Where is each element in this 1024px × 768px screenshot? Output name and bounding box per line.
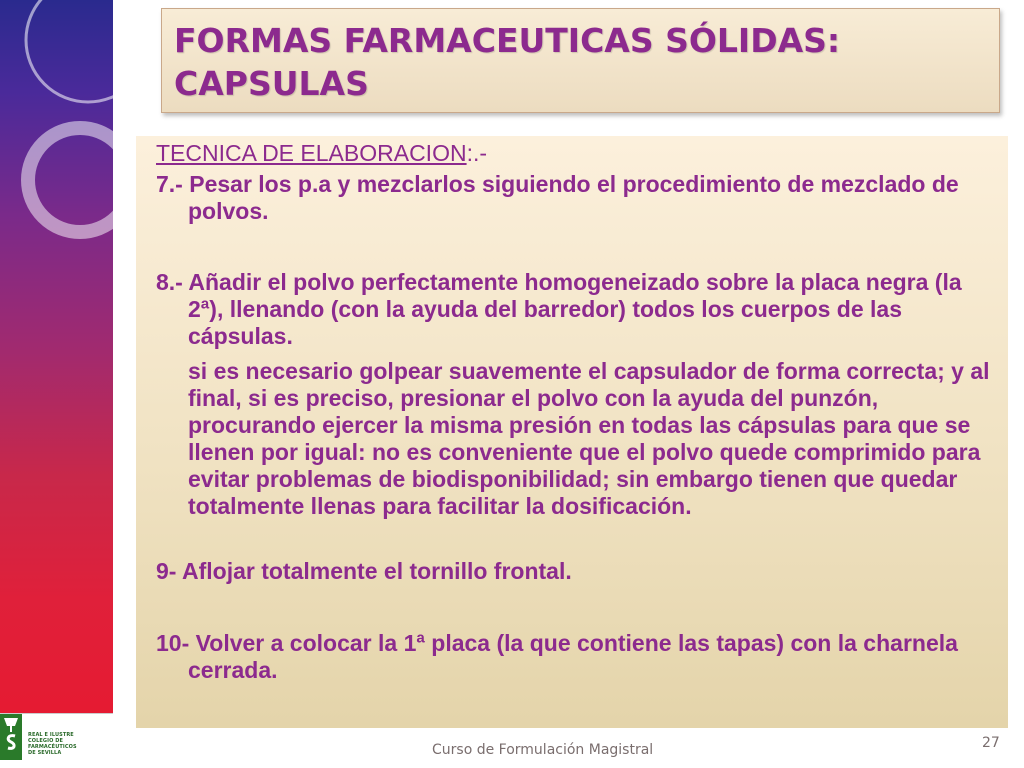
college-logo bbox=[0, 713, 113, 768]
section-heading-suffix: :.- bbox=[466, 140, 488, 166]
step-7: 7.- Pesar los p.a y mezclarlos siguiendo el procedimiento de mezclado de polvos. bbox=[156, 171, 959, 224]
logo-line: DE SEVILLA bbox=[28, 750, 62, 756]
pharmacy-emblem-icon bbox=[0, 714, 22, 760]
page-number: 27 bbox=[982, 735, 1000, 751]
title-line-1: FORMAS FARMACEUTICAS SÓLIDAS: bbox=[174, 21, 841, 60]
step-10: 10- Volver a colocar la 1ª placa (la que contiene las tapas) con la charnela cerrada. bbox=[156, 630, 958, 683]
slide-title-box bbox=[161, 8, 1000, 113]
decorative-sidebar bbox=[0, 0, 113, 768]
title-line-2: CAPSULAS bbox=[174, 64, 369, 103]
step-8: 8.- Añadir el polvo perfectamente homogeneizado sobre la placa negra (la 2ª), llenando (con la ayuda del barredor) todos los cuerpos de las cápsulas. bbox=[156, 269, 962, 349]
step-8-note: si es necesario golpear suavemente el capsulador de forma correcta; y al final, si es preciso, presionar el polvo con la ayuda del punzón, procurando ejercer la misma presión en todas las cápsulas para que se llenen por igual: no es conveniente que el polvo quede comprimido para evitar problemas de biodisponibilidad; sin embargo tienen que quedar totalmente llenas para facilitar la dosificación. bbox=[188, 358, 990, 519]
logo-line: COLEGIO DE FARMACÉUTICOS bbox=[28, 738, 77, 750]
content-panel bbox=[136, 136, 1008, 728]
decorative-circles bbox=[0, 0, 113, 713]
step-9: 9- Aflojar totalmente el tornillo frontal. bbox=[156, 558, 572, 584]
logo-text bbox=[28, 732, 112, 756]
section-heading-text: TECNICA DE ELABORACION bbox=[156, 140, 467, 166]
section-heading bbox=[156, 140, 996, 167]
content-body bbox=[156, 140, 996, 684]
footer-course-name: Curso de Formulación Magistral bbox=[432, 742, 654, 758]
logo-line: REAL E ILUSTRE bbox=[28, 732, 74, 738]
slide-title bbox=[174, 19, 984, 105]
